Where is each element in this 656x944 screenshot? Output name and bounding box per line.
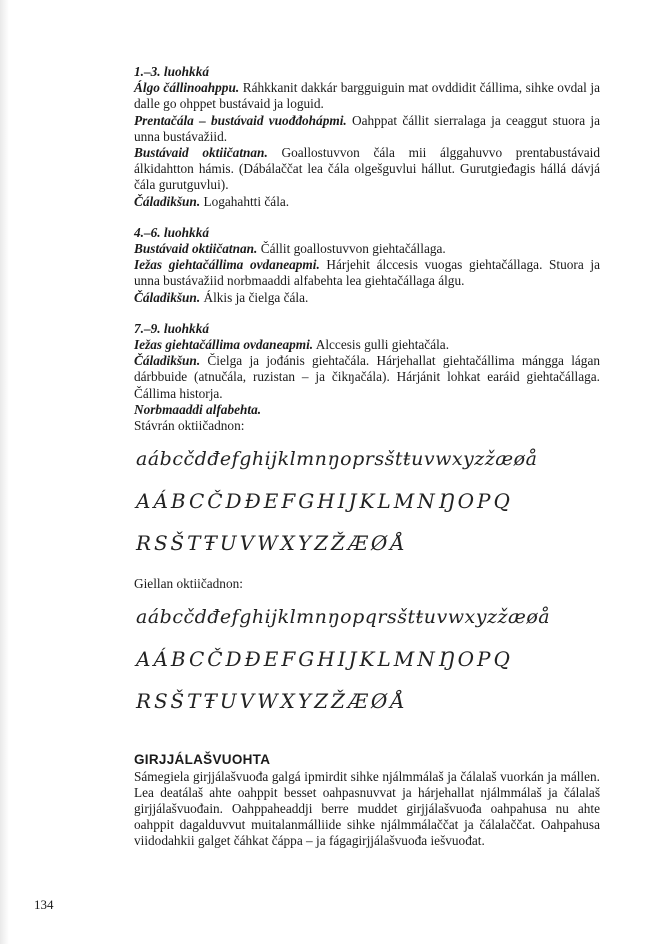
paragraph-text: Hárjehit álccesis vuogas giehtačállaga. Stuora ja unna bustávažiid norbmaaddi alfabehta lea giehtačállaga álgu. <box>134 257 600 289</box>
paragraph-term: Čáladikšun. <box>134 289 201 305</box>
paragraph-text: Ráhkkanit dakkár bargguiguin mat ovddidit čállima, sihke ovdal ja dalle go ohppet bustávaid ja loguid. <box>134 80 601 112</box>
script-lowercase-giellan: aábcčdđefghijklmnŋopqrsštŧuvwxyzžæøå <box>136 606 551 629</box>
paragraph <box>134 290 600 306</box>
alphabet-heading: Norbmaaddi alfabehta. <box>134 401 262 417</box>
alphabet-label-giellan: Giellan oktiičadnon: <box>134 576 243 592</box>
page-edge <box>0 0 9 944</box>
paragraph-text: Goallostuvvon čála mii álggahuvvo prentabustávaid álkidahtton hámis. (Dábálaččat lea čála olgešguvlui hállut. Gurutgieđagis hállá dávjá čála gurutguvlui). <box>134 145 600 193</box>
paragraph <box>134 241 600 257</box>
paragraph-text: Oahppat čállit sierralaga ja ceaggut stuora ja unna bustávažiid. <box>134 112 600 144</box>
script-lowercase-staavran: aábcčdđefghijklmnŋoprsštŧuvwxyzžæøå <box>136 448 538 471</box>
section-heading: 1.–3. luohkká <box>134 64 209 79</box>
paragraph <box>134 145 600 194</box>
script-uppercase-staavran-1: AÁBCČDĐEFGHIJKLMNŊOPQ <box>136 489 513 514</box>
paragraph-term: Iežas giehtačállima ovdaneapmi. <box>134 257 320 273</box>
paragraph-text: Čielga ja jođánis giehtačála. Hárjehallat giehtačállima mángga lágan dárbbuide (atnučála, ruzistan – ja čikŋačála). Hárjánit lohkat earáid giehtačállaga. Čállima historja. <box>134 353 600 401</box>
script-uppercase-giellan-1: AÁBCČDĐEFGHIJKLMNŊOPQ <box>136 647 513 672</box>
paragraph-term: Čáladikšun. <box>134 353 201 369</box>
paragraph-term: Čáladikšun. <box>134 193 201 209</box>
paragraph <box>134 113 600 145</box>
paragraph-text: Logahahtti čála. <box>200 193 290 209</box>
paragraph <box>134 257 600 289</box>
paragraph-term: Prentačála – bustávaid vuođđohápmi. <box>134 112 347 128</box>
script-uppercase-giellan-2: RSŠTŦUVWXYZŽÆØÅ <box>136 689 408 714</box>
paragraph-text: Alccesis gulli giehtačála. <box>313 337 450 353</box>
script-uppercase-staavran-2: RSŠTŦUVWXYZŽÆØÅ <box>136 531 408 556</box>
paragraph <box>134 353 600 402</box>
paragraph <box>134 337 600 353</box>
paragraph <box>134 80 600 112</box>
page-content <box>134 64 600 850</box>
paragraph <box>134 194 600 210</box>
alphabet-label-staavran: Stávrán oktiičadnon: <box>134 418 245 434</box>
paragraph-girjjalasvuohta: Sámegiela girjjálašvuođa galgá ipmirdit sihke njálmmálaš ja čálalaš vuorkán ja mállen. Lea deatálaš ahte oahppit besset oahpasnuvvat ja hárjehallat njálmmálaš ja čálalaš girjjálašvuođain. Oahppaheaddji berre muddet girjjálašvuođa oahpahusa nu ahte oahppit dagalduvvut muitalanmálliide sihke njálmmálaččat ja čálalaččat. Oahpahusa viidodahkii galget čáhkat čáppa – ja fágagirjjálašvuođa iešvuođat. <box>134 768 600 849</box>
paragraph-text: Čállit goallostuvvon giehtačállaga. <box>257 241 446 257</box>
section-heading: 7.–9. luohkká <box>134 320 209 336</box>
section-heading: 4.–6. luohkká <box>134 224 209 240</box>
paragraph-term: Bustávaid oktiičatnan. <box>134 145 268 161</box>
page-number: 134 <box>34 897 54 912</box>
paragraph-term: Bustávaid oktiičatnan. <box>134 241 258 257</box>
section-title-girjjalasvuohta: GIRJJÁLAŠVUOHTA <box>134 752 271 768</box>
paragraph-term: Iežas giehtačállima ovdaneapmi. <box>134 337 314 353</box>
paragraph-term: Álgo čállinoahppu. <box>134 80 240 96</box>
paragraph-text: Álkis ja čielga čála. <box>200 289 309 305</box>
